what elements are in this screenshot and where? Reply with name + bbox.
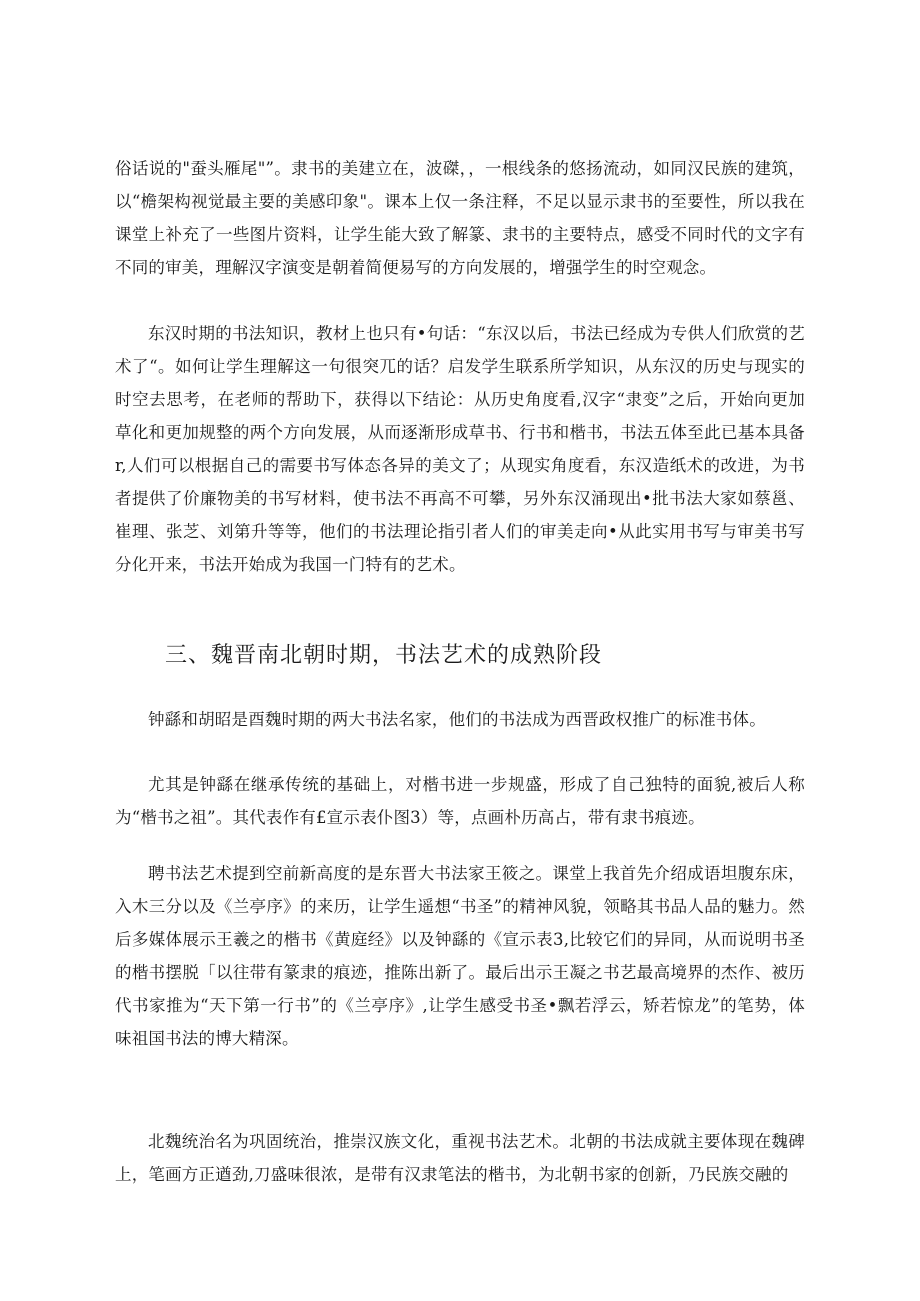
paragraph-lishu-aesthetics: 俗话说的"蚕头雁尾"”。隶书的美建立在，波磔，，一根线条的悠扬流动，如同汉民族的建筑，以“檐架构视觉最主要的美感印象"。课本上仅一条注释，不足以显示隶书的至要性，所以我在课堂上补充了一些图片资料，让学生能大致了解篆、隶书的主要特点，感受不同时代的文字有不同的审美，理解汉字演变是朝着简便易写的方向发展的，增强学生的时空观念。 [115,159,805,277]
section-heading: 三、魏晋南北朝时期，书法艺术的成熟阶段 [165,643,603,668]
paragraph-beiwei: 北魏统治名为巩固统治，推崇汉族文化，重视书法艺术。北朝的书法成就主要体现在魏碑上，笔画方正遒劲,刀盛味很浓，是带有汉隶笔法的楷书，为北朝书家的创新，乃民族交融的 [115,1132,805,1184]
paragraph-donghan-calligraphy: 东汉时期的书法知识，教材上也只有•句话：“东汉以后，书法已经成为专供人们欣赏的艺术了“。如何让学生理解这一句很突兀的话？启发学生联系所学知识，从东汉的历史与现实的时空去思考，在老师的帮助下，获得以下结论：从历史角度看,汉字“隶变”之后，开始向更加草化和更加规整的两个方向发展，从而逐渐形成草书、行书和楷书，书法五体至此已基本具备r,人们可以根据自己的需要书写体态各异的美文了；从现实角度看，东汉造纸术的改进，为书者提供了价廉物美的书写材料，使书法不再高不可攀，另外东汉涌现出•批书法大家如蔡邕、崔理、张芝、刘第升等等，他们的书法理论指引者人们的审美走向•从此实用书写与审美书写分化开来，书法开始成为我国一门特有的艺术。 [115,324,805,574]
paragraph-wang-xizhi: 聘书法艺术提到空前新高度的是东晋大书法家王筱之。课堂上我首先介绍成语坦腹东床，入木三分以及《兰亭序》的来历，让学生遥想“书圣”的精神风貌，领略其书品人品的魅力。然后多媒体展示王羲之的楷书《黄庭经》以及钟繇的《宣示表3,比较它们的异同，从而说明书圣的楷书摆脱「以往带有篆隶的痕迹，推陈出新了。最后出示王凝之书艺最高境界的杰作、被历代书家推为“天下第一行书”的《兰亭序》,让学生感受书圣•飘若浮云，矫若惊龙”的笔势，体味祖国书法的博大精深。 [115,864,805,1048]
paragraph-zhongyao-huzhao: 钟繇和胡昭是酉魏时期的两大书法名家，他们的书法成为西晋政权推广的标准书体。 [148,710,766,729]
paragraph-zhongyao-kaishu: 尤其是钟繇在继承传统的基础上，对楷书进一步规盛，形成了自己独特的面貌,被后人称为“楷书之祖”。其代表作有£宣示表仆图3）等，点画朴历高占，带有隶书痕迹。 [115,775,805,827]
